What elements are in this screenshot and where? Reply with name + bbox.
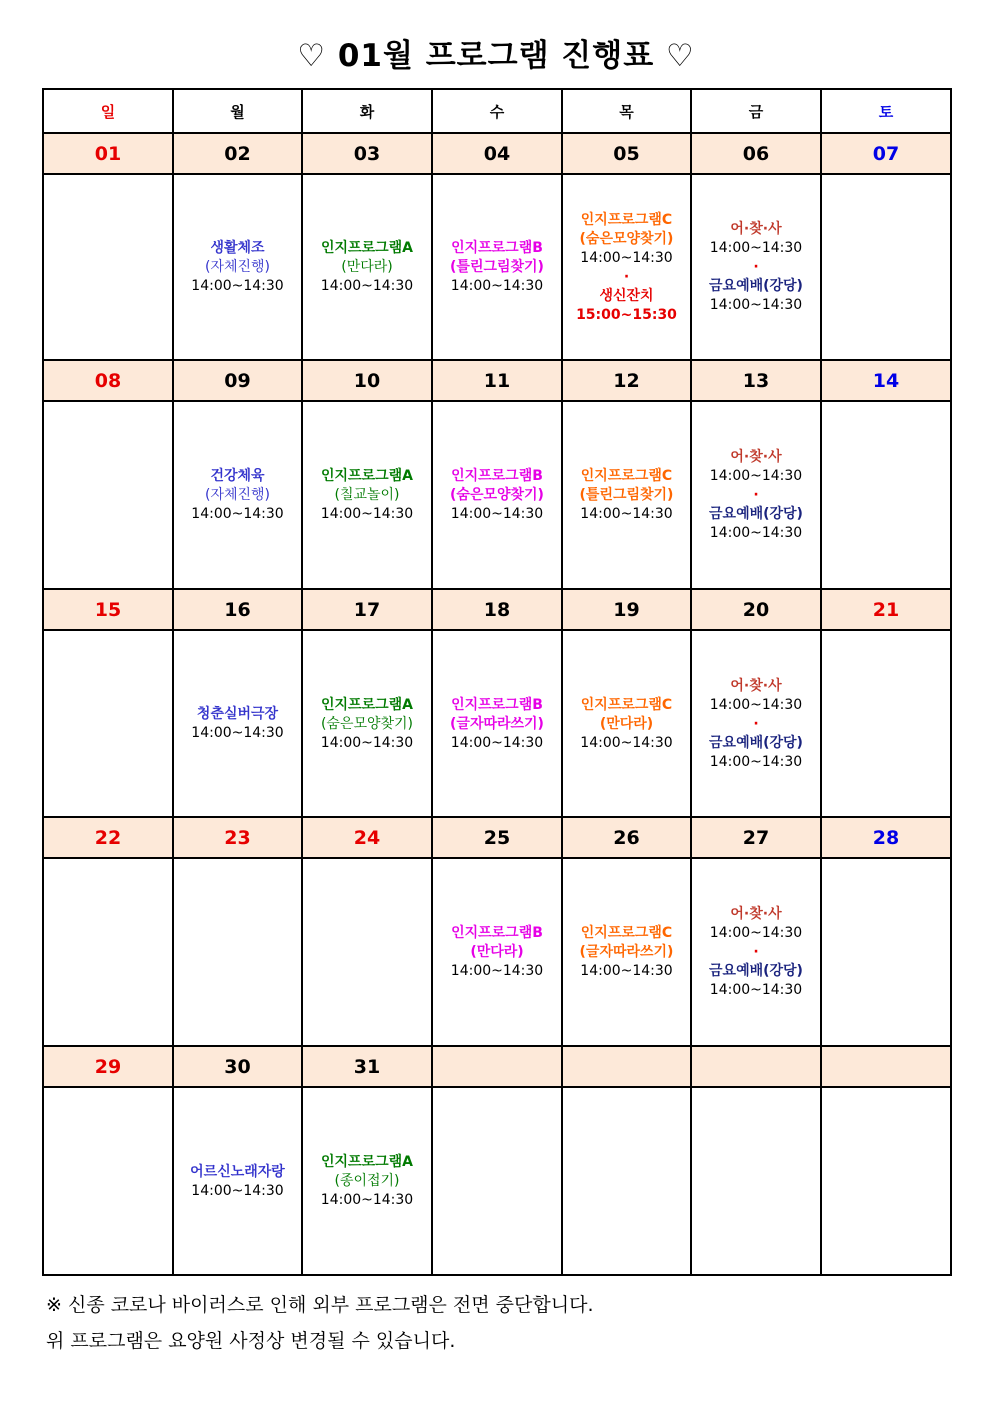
date-cell: 29 xyxy=(43,1046,173,1087)
event-line: 어·찾·사 xyxy=(730,221,782,238)
date-cell: 07 xyxy=(821,133,951,174)
date-cell: 25 xyxy=(432,817,562,858)
event-line: 14:00~14:30 xyxy=(709,525,803,542)
event-content xyxy=(563,696,690,752)
event-line: 인지프로그램B xyxy=(451,240,543,257)
event-cell xyxy=(302,858,432,1046)
event-line: 인지프로그램B xyxy=(451,696,543,713)
event-line: · xyxy=(753,487,759,504)
date-cell: 15 xyxy=(43,589,173,630)
weekday-header: 목 xyxy=(562,89,691,133)
event-content xyxy=(303,696,431,752)
event-line: 인지프로그램C xyxy=(580,468,673,485)
event-line: (만다라) xyxy=(470,944,524,961)
weekday-header: 월 xyxy=(173,89,302,133)
event-line: (틀린그림찾기) xyxy=(579,487,674,504)
event-row xyxy=(43,1087,951,1275)
note-line: 위 프로그램은 요양원 사정상 변경될 수 있습니다. xyxy=(46,1330,456,1352)
event-cell xyxy=(821,858,951,1046)
event-line: 건강체육 xyxy=(210,468,265,485)
date-cell: 18 xyxy=(432,589,562,630)
date-row xyxy=(43,360,951,401)
event-line: 금요예배(강당) xyxy=(709,734,803,751)
event-line: 14:00~14:30 xyxy=(450,734,544,751)
event-row xyxy=(43,630,951,817)
event-line: 14:00~14:30 xyxy=(580,963,673,980)
event-content xyxy=(563,924,690,980)
event-cell xyxy=(43,858,173,1046)
event-line: 청춘실버극장 xyxy=(196,706,279,723)
event-content xyxy=(433,239,561,295)
event-line: 14:00~14:30 xyxy=(450,963,544,980)
event-line: 생신잔치 xyxy=(599,287,654,304)
event-cell xyxy=(821,401,951,589)
event-cell xyxy=(432,858,562,1046)
event-cell xyxy=(432,1087,562,1275)
date-cell: 17 xyxy=(302,589,432,630)
date-cell xyxy=(562,1046,691,1087)
event-line: 14:00~14:30 xyxy=(709,696,803,713)
event-line: 14:00~14:30 xyxy=(580,734,673,751)
event-line: 14:00~14:30 xyxy=(709,982,803,999)
event-line: 14:00~14:30 xyxy=(191,1182,284,1199)
event-line: 14:00~14:30 xyxy=(709,925,803,942)
event-line: 14:00~14:30 xyxy=(580,506,673,523)
event-line: 14:00~14:30 xyxy=(191,725,284,742)
note-line: ※ 신종 코로나 바이러스로 인해 외부 프로그램은 전면 중단합니다. xyxy=(46,1294,594,1316)
event-cell xyxy=(302,401,432,589)
event-cell xyxy=(562,858,691,1046)
date-cell: 14 xyxy=(821,360,951,401)
weekday-header: 화 xyxy=(302,89,432,133)
event-content xyxy=(692,220,820,314)
date-cell: 26 xyxy=(562,817,691,858)
date-cell: 23 xyxy=(173,817,302,858)
event-cell xyxy=(173,1087,302,1275)
event-line: (숨은모양찾기) xyxy=(320,715,414,732)
event-line: 14:00~14:30 xyxy=(320,506,414,523)
date-cell: 20 xyxy=(691,589,821,630)
event-content xyxy=(692,448,820,542)
date-row xyxy=(43,817,951,858)
event-line: 금요예배(강당) xyxy=(709,506,803,523)
date-row xyxy=(43,133,951,174)
event-cell xyxy=(691,174,821,360)
event-line: 14:00~14:30 xyxy=(580,249,673,266)
date-cell xyxy=(691,1046,821,1087)
event-row xyxy=(43,401,951,589)
event-line: 어·찾·사 xyxy=(730,449,782,466)
event-cell xyxy=(432,401,562,589)
date-cell: 02 xyxy=(173,133,302,174)
date-cell: 06 xyxy=(691,133,821,174)
event-line: 인지프로그램A xyxy=(321,240,413,257)
event-line: 생활체조 xyxy=(210,240,265,257)
date-row xyxy=(43,1046,951,1087)
event-line: (만다라) xyxy=(341,259,393,276)
event-cell xyxy=(173,174,302,360)
event-cell xyxy=(432,630,562,817)
date-cell: 04 xyxy=(432,133,562,174)
event-content xyxy=(303,239,431,295)
event-line: (종이접기) xyxy=(334,1173,400,1190)
event-cell xyxy=(691,630,821,817)
event-line: 14:00~14:30 xyxy=(450,506,544,523)
date-cell: 05 xyxy=(562,133,691,174)
date-row xyxy=(43,589,951,630)
event-line: (글자따라쓰기) xyxy=(579,944,674,961)
calendar-body xyxy=(43,89,951,1275)
date-cell: 09 xyxy=(173,360,302,401)
event-line: 14:00~14:30 xyxy=(320,278,414,295)
date-cell: 12 xyxy=(562,360,691,401)
date-cell: 21 xyxy=(821,589,951,630)
date-cell: 24 xyxy=(302,817,432,858)
event-line: 14:00~14:30 xyxy=(450,278,544,295)
event-content xyxy=(433,924,561,980)
event-cell xyxy=(302,630,432,817)
weekday-header: 금 xyxy=(691,89,821,133)
date-cell: 27 xyxy=(691,817,821,858)
event-line: 14:00~14:30 xyxy=(320,1192,414,1209)
event-cell xyxy=(562,401,691,589)
event-line: (글자따라쓰기) xyxy=(450,715,544,732)
event-line: · xyxy=(753,259,759,276)
event-line: 인지프로그램C xyxy=(580,211,673,228)
date-cell: 30 xyxy=(173,1046,302,1087)
event-content xyxy=(692,905,820,999)
event-cell xyxy=(691,1087,821,1275)
event-cell xyxy=(43,1087,173,1275)
event-line: 금요예배(강당) xyxy=(709,278,803,295)
event-line: (숨은모양찾기) xyxy=(450,487,544,504)
date-cell: 31 xyxy=(302,1046,432,1087)
event-line: 인지프로그램C xyxy=(580,696,673,713)
date-cell: 22 xyxy=(43,817,173,858)
event-line: (만다라) xyxy=(599,715,654,732)
event-line: 14:00~14:30 xyxy=(191,278,284,295)
date-cell: 01 xyxy=(43,133,173,174)
date-cell: 03 xyxy=(302,133,432,174)
date-cell: 08 xyxy=(43,360,173,401)
event-row xyxy=(43,858,951,1046)
event-cell xyxy=(691,858,821,1046)
event-line: 어·찾·사 xyxy=(730,677,782,694)
event-cell xyxy=(302,174,432,360)
event-line: 인지프로그램A xyxy=(321,1154,413,1171)
event-line: 인지프로그램B xyxy=(451,925,543,942)
event-cell xyxy=(821,174,951,360)
event-cell xyxy=(562,174,691,360)
weekday-header: 토 xyxy=(821,89,951,133)
event-row xyxy=(43,174,951,360)
event-line: 인지프로그램A xyxy=(321,696,413,713)
event-cell xyxy=(691,401,821,589)
event-line: 14:00~14:30 xyxy=(709,297,803,314)
event-cell xyxy=(173,858,302,1046)
event-content xyxy=(303,1153,431,1209)
event-line: 14:00~14:30 xyxy=(191,506,284,523)
event-line: 어르신노래자랑 xyxy=(190,1163,285,1180)
event-line: 인지프로그램C xyxy=(580,925,673,942)
event-line: 14:00~14:30 xyxy=(709,468,803,485)
event-content xyxy=(174,467,301,523)
date-cell: 16 xyxy=(173,589,302,630)
event-line: 인지프로그램B xyxy=(451,468,543,485)
event-line: 14:00~14:30 xyxy=(709,753,803,770)
event-line: (숨은모양찾기) xyxy=(579,230,674,247)
date-cell: 19 xyxy=(562,589,691,630)
date-cell: 13 xyxy=(691,360,821,401)
event-line: · xyxy=(753,715,759,732)
event-cell xyxy=(432,174,562,360)
event-cell xyxy=(43,630,173,817)
event-content xyxy=(174,705,301,742)
event-line: 14:00~14:30 xyxy=(320,734,414,751)
event-line: (자체진행) xyxy=(204,487,271,504)
notes xyxy=(46,1287,593,1359)
event-content xyxy=(174,1163,301,1200)
date-cell xyxy=(821,1046,951,1087)
event-cell xyxy=(562,1087,691,1275)
event-line: (틀린그림찾기) xyxy=(450,259,544,276)
event-line: (칠교놀이) xyxy=(334,487,400,504)
event-content xyxy=(692,677,820,771)
event-line: · xyxy=(753,944,759,961)
weekday-header: 일 xyxy=(43,89,173,133)
event-cell xyxy=(302,1087,432,1275)
event-cell xyxy=(43,174,173,360)
event-cell xyxy=(821,630,951,817)
date-cell: 11 xyxy=(432,360,562,401)
event-line: 인지프로그램A xyxy=(321,468,413,485)
event-content xyxy=(174,239,301,295)
page-title: ♡ 01월 프로그램 진행표 ♡ xyxy=(297,38,695,74)
event-line: 14:00~14:30 xyxy=(709,240,803,257)
event-cell xyxy=(43,401,173,589)
event-content xyxy=(303,467,431,523)
event-cell xyxy=(173,630,302,817)
event-content xyxy=(433,696,561,752)
event-line: 어·찾·사 xyxy=(730,906,782,923)
event-line: · xyxy=(623,268,630,285)
event-cell xyxy=(173,401,302,589)
event-line: (자체진행) xyxy=(204,259,271,276)
event-cell xyxy=(562,630,691,817)
event-content xyxy=(563,211,690,324)
event-content xyxy=(433,467,561,523)
date-cell: 10 xyxy=(302,360,432,401)
weekday-header-row xyxy=(43,89,951,133)
weekday-header: 수 xyxy=(432,89,562,133)
event-line: 금요예배(강당) xyxy=(709,963,803,980)
schedule-calendar xyxy=(42,88,952,1276)
event-line: 15:00~15:30 xyxy=(576,306,677,323)
event-content xyxy=(563,467,690,523)
date-cell: 28 xyxy=(821,817,951,858)
event-cell xyxy=(821,1087,951,1275)
date-cell xyxy=(432,1046,562,1087)
